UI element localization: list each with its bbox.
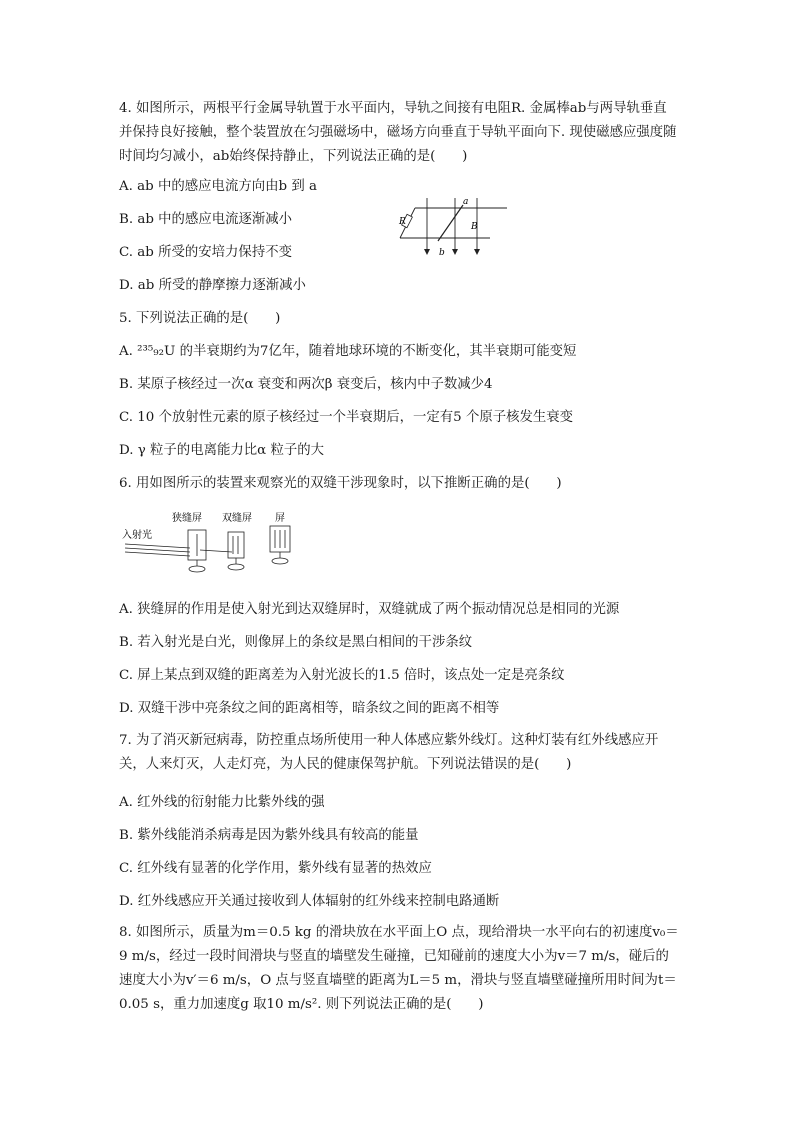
q7-option-d: D. 红外线感应开关通过接收到人体辐射的红外线来控制电路通断 bbox=[119, 894, 500, 909]
q5-stem: 5. 下列说法正确的是( ) bbox=[119, 311, 281, 326]
q4-option-d: D. ab 所受的静摩擦力逐渐减小 bbox=[119, 278, 306, 293]
label-screen: 屏 bbox=[275, 513, 285, 524]
q6-option-b: B. 若入射光是白光，则像屏上的条纹是黑白相间的干涉条纹 bbox=[119, 635, 473, 650]
label-single-slit: 狭缝屏 bbox=[172, 513, 202, 524]
rail-circuit-figure bbox=[395, 193, 515, 263]
q6-stem: 6. 用如图所示的装置来观察光的双缝干涉现象时，以下推断正确的是( ) bbox=[119, 476, 562, 491]
label-a: a bbox=[463, 197, 469, 207]
q4-stem: 4. 如图所示，两根平行金属导轨置于水平面内，导轨之间接有电阻R. 金属棒ab与两导轨垂直并保持良好接触，整个装置放在匀强磁场中，磁场方向垂直于导轨平面向下. 现使磁感应强度随时间均匀减小，ab始终保持静止，下列说法正确的是( ) bbox=[119, 101, 677, 164]
q5-option-a: A. ²³⁵₉₂U 的半衰期约为7亿年，随着地球环境的不断变化，其半衰期可能变短 bbox=[119, 344, 577, 359]
q4-option-c: C. ab 所受的安培力保持不变 bbox=[119, 245, 292, 260]
q4-option-a: A. ab 中的感应电流方向由b 到 a bbox=[119, 179, 317, 194]
q4-option-b: B. ab 中的感应电流逐渐减小 bbox=[119, 212, 293, 227]
label-b: b bbox=[439, 248, 445, 258]
double-slit-apparatus-figure bbox=[120, 508, 310, 583]
q5-option-b: B. 某原子核经过一次α 衰变和两次β 衰变后，核内中子数减少4 bbox=[119, 377, 493, 392]
label-r: R bbox=[399, 217, 406, 227]
q6-option-a: A. 狭缝屏的作用是使入射光到达双缝屏时，双缝就成了两个振动情况总是相同的光源 bbox=[119, 602, 620, 617]
q5-option-d: D. γ 粒子的电离能力比α 粒子的大 bbox=[119, 443, 325, 458]
q7-option-c: C. 红外线有显著的化学作用，紫外线有显著的热效应 bbox=[119, 861, 432, 876]
q5-option-c: C. 10 个放射性元素的原子核经过一个半衰期后，一定有5 个原子核发生衰变 bbox=[119, 410, 574, 425]
label-double-slit: 双缝屏 bbox=[222, 513, 252, 524]
q7-stem: 7. 为了消灭新冠病毒，防控重点场所使用一种人体感应紫外线灯。这种灯装有红外线感应开关，人来灯灭，人走灯亮，为人民的健康保驾护航。下列说法错误的是( ) bbox=[119, 733, 659, 772]
q8-stem: 8. 如图所示，质量为m＝0.5 kg 的滑块放在水平面上O 点，现给滑块一水平向右的初速度v₀＝9 m/s，经过一段时间滑块与竖直的墙壁发生碰撞，已知碰前的速度大小为v＝7 m/s，碰后的速度大小为v′＝6 m/s，O 点与竖直墙壁的距离为L＝5 m，滑块与竖直墙壁碰撞所用时间为t＝0.05 s，重力加速度g 取10 m/s². 则下列说法正确的是( ) bbox=[119, 925, 679, 1012]
q6-option-c: C. 屏上某点到双缝的距离差为入射光波长的1.5 倍时，该点处一定是亮条纹 bbox=[119, 668, 565, 683]
q7-option-a: A. 红外线的衍射能力比紫外线的强 bbox=[119, 795, 325, 810]
q6-option-d: D. 双缝干涉中亮条纹之间的距离相等，暗条纹之间的距离不相等 bbox=[119, 701, 500, 716]
label-field-b: B bbox=[471, 222, 478, 232]
q7-option-b: B. 紫外线能消杀病毒是因为紫外线具有较高的能量 bbox=[119, 828, 419, 843]
label-incident-light: 入射光 bbox=[122, 530, 152, 541]
